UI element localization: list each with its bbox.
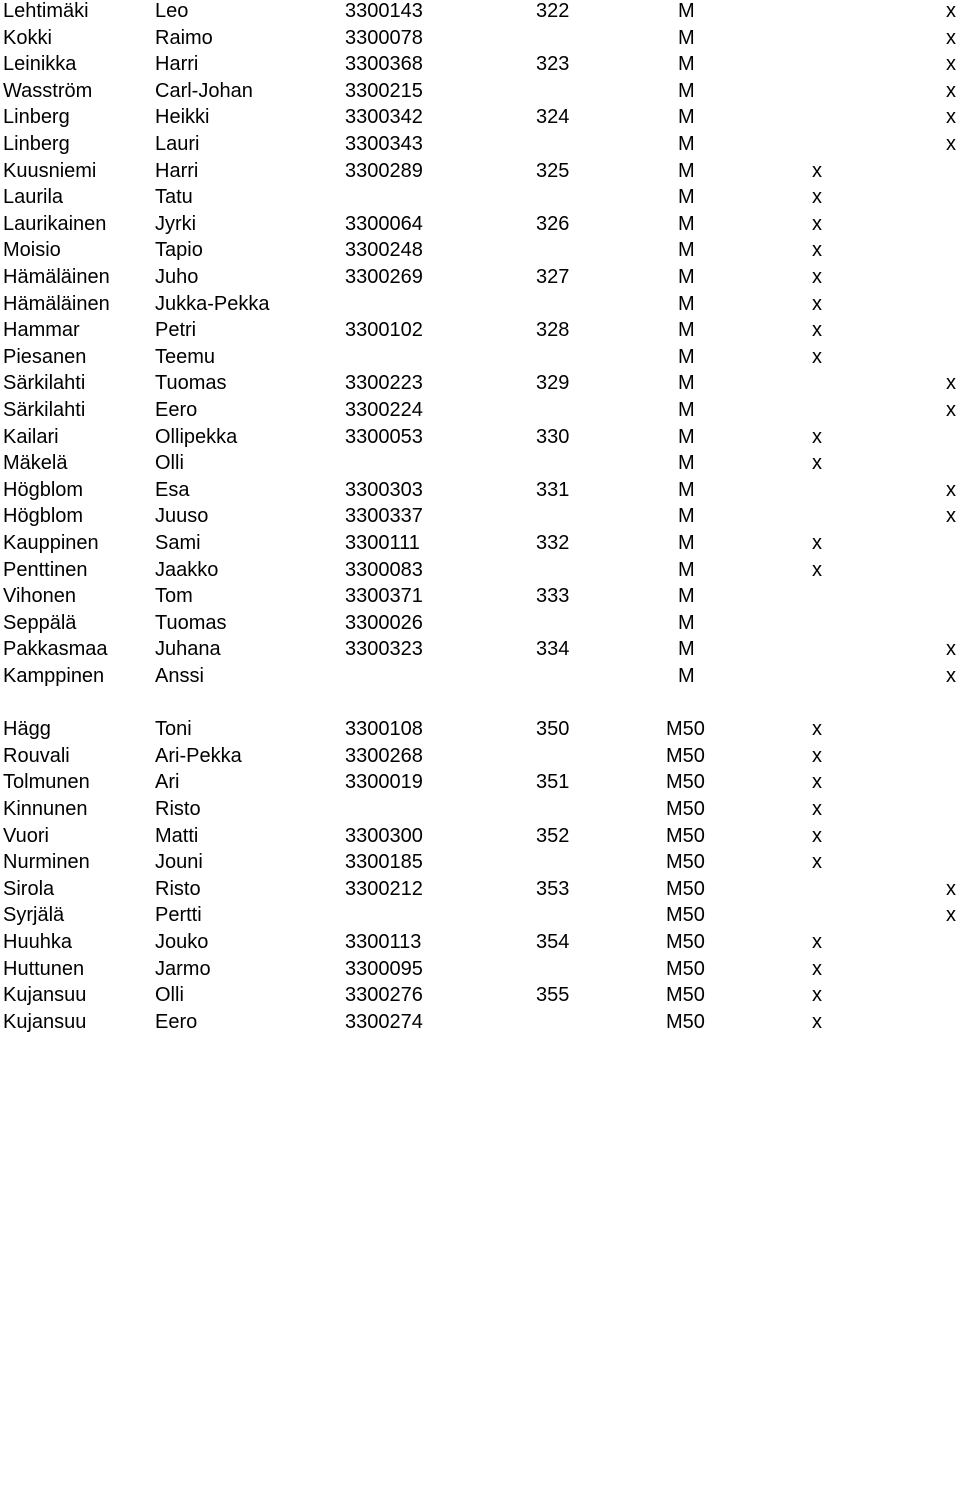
mark-x: x [946,0,956,22]
member-id: 3300185 [345,851,423,874]
member-id: 3300143 [345,0,423,22]
list-item [0,796,960,823]
mark-x: x [812,798,822,820]
first-name: Tom [155,585,193,608]
last-name: Nurminen [3,851,90,874]
first-name: Anssi [155,665,204,687]
class-label: M [678,159,695,182]
list-item [0,716,960,743]
first-name: Harri [155,53,199,76]
list-item [0,211,960,238]
first-name: Juhana [155,638,221,661]
list-item [0,158,960,185]
class-label: M [678,319,695,342]
last-name: Tolmunen [3,771,90,794]
class-label: M [678,186,695,209]
class-label: M [678,611,695,634]
member-id: 3300303 [345,478,423,501]
class-label: M [678,585,695,608]
first-name: Juuso [155,505,209,528]
list-item [0,610,960,637]
mark-x: x [812,744,822,767]
mark-x: x [812,239,822,262]
mark-x: x [812,931,822,953]
class-label: M50 [666,931,705,953]
class-label: M [678,266,695,288]
first-name: Lauri [155,133,200,155]
last-name: Kokki [3,26,52,49]
team-number: 325 [536,159,570,182]
team-number: 351 [536,771,570,794]
member-id: 3300078 [345,26,423,49]
team-number: 333 [536,585,570,608]
class-label: M [678,212,695,235]
last-name: Kauppinen [3,532,99,554]
class-label: M [678,345,695,368]
last-name: Seppälä [3,611,77,634]
class-label: M [678,53,695,76]
first-name: Harri [155,159,199,182]
mark-x: x [812,319,822,342]
mark-x: x [946,106,956,129]
list-item [0,929,960,956]
first-name: Petri [155,319,197,342]
last-name: Kamppinen [3,665,105,687]
last-name: Mäkelä [3,452,68,475]
last-name: Hämäläinen [3,292,110,315]
list-item [0,184,960,211]
list-item [0,982,960,1009]
class-label: M50 [666,744,705,767]
first-name: Risto [155,798,201,820]
class-label: M50 [666,957,705,980]
last-name: Hämäläinen [3,266,110,288]
list-item [0,1009,960,1036]
member-id: 3300248 [345,239,423,262]
last-name: Hammar [3,319,80,342]
last-name: Leinikka [3,53,77,76]
list-item [0,503,960,530]
team-number: 323 [536,53,570,76]
member-id: 3300268 [345,744,423,767]
class-label: M [678,532,695,554]
member-id: 3300276 [345,984,423,1007]
team-number: 350 [536,718,570,741]
mark-x: x [946,53,956,76]
class-label: M [678,399,695,421]
first-name: Jarmo [155,957,211,980]
class-label: M50 [666,877,705,900]
first-name: Risto [155,877,201,900]
mark-x: x [812,718,822,741]
team-number: 326 [536,212,570,235]
last-name: Sirola [3,877,55,900]
mark-x: x [812,771,822,794]
class-label: M [678,239,695,262]
mark-x: x [812,957,822,980]
first-name: Tuomas [155,372,227,395]
last-name: Huuhka [3,931,72,953]
last-name: Penttinen [3,558,88,581]
last-name: Högblom [3,478,84,501]
list-item [0,317,960,344]
last-name: Kailari [3,425,59,448]
list-item [0,370,960,397]
mark-x: x [812,558,822,581]
first-name: Olli [155,452,184,475]
list-item [0,743,960,770]
list-item [0,663,960,690]
last-name: Wasström [3,79,93,102]
last-name: Lehtimäki [3,0,89,22]
list-item [0,104,960,131]
last-name: Piesanen [3,345,87,368]
first-name: Matti [155,824,199,847]
member-id: 3300223 [345,372,423,395]
list-item [0,902,960,929]
member-id: 3300053 [345,425,423,448]
first-name: Ari-Pekka [155,744,242,767]
list-item [0,25,960,52]
first-name: Eero [155,399,198,421]
last-name: Kujansuu [3,984,87,1007]
member-id: 3300026 [345,611,423,634]
first-name: Tuomas [155,611,227,634]
member-id: 3300343 [345,133,423,155]
member-id: 3300371 [345,585,423,608]
list-item [0,291,960,318]
class-label: M [678,0,695,22]
first-name: Teemu [155,345,216,368]
class-label: M [678,478,695,501]
class-label: M50 [666,824,705,847]
first-name: Ollipekka [155,425,238,448]
team-number: 330 [536,425,570,448]
last-name: Laurikainen [3,212,107,235]
class-label: M50 [666,904,705,927]
mark-x: x [812,984,822,1007]
mark-x: x [812,1010,822,1033]
last-name: Kinnunen [3,798,88,820]
member-id: 3300224 [345,399,423,421]
list-item [0,397,960,424]
mark-x: x [946,399,956,421]
list-item [0,237,960,264]
class-label: M [678,425,695,448]
class-label: M [678,505,695,528]
mark-x: x [812,345,822,368]
team-number: 324 [536,106,570,129]
member-id: 3300108 [345,718,423,741]
class-label: M [678,106,695,129]
first-name: Ari [155,771,180,794]
first-name: Raimo [155,26,213,49]
class-label: M [678,79,695,102]
member-id: 3300111 [345,532,420,554]
team-number: 353 [536,877,570,900]
last-name: Pakkasmaa [3,638,108,661]
first-name: Toni [155,718,192,741]
first-name: Jyrki [155,212,197,235]
member-id: 3300102 [345,319,423,342]
list-item [0,769,960,796]
list-item [0,849,960,876]
first-name: Leo [155,0,189,22]
last-name: Vuori [3,824,49,847]
first-name: Jouko [155,931,209,953]
member-id: 3300289 [345,159,423,182]
class-label: M50 [666,771,705,794]
list-item [0,51,960,78]
team-number: 328 [536,319,570,342]
member-id: 3300113 [345,931,422,953]
first-name: Esa [155,478,190,501]
last-name: Laurila [3,186,64,209]
class-label: M [678,452,695,475]
mark-x: x [946,79,956,102]
last-name: Huttunen [3,957,85,980]
last-name: Hägg [3,718,51,741]
first-name: Juho [155,266,199,288]
team-number: 354 [536,931,570,953]
member-id: 3300212 [345,877,423,900]
list-item [0,477,960,504]
mark-x: x [946,638,956,661]
last-name: Särkilahti [3,399,86,421]
mark-x: x [812,532,822,554]
team-number: 334 [536,638,570,661]
mark-x: x [812,186,822,209]
mark-x: x [946,478,956,501]
team-number: 332 [536,532,570,554]
last-name: Moisio [3,239,61,262]
team-number: 355 [536,984,570,1007]
mark-x: x [946,505,956,528]
last-name: Vihonen [3,585,77,608]
first-name: Pertti [155,904,202,927]
team-number: 352 [536,824,570,847]
first-name: Eero [155,1010,198,1033]
first-name: Jaakko [155,558,219,581]
last-name: Linberg [3,106,70,129]
mark-x: x [946,372,956,395]
last-name: Kujansuu [3,1010,87,1033]
member-id: 3300368 [345,53,423,76]
first-name: Heikki [155,106,210,129]
member-id: 3300269 [345,266,423,288]
member-id: 3300337 [345,505,423,528]
team-number: 327 [536,266,570,288]
mark-x: x [812,266,822,288]
list-item [0,131,960,158]
class-label: M [678,133,695,155]
first-name: Tapio [155,239,203,262]
class-label: M50 [666,984,705,1007]
team-number: 322 [536,0,570,22]
mark-x: x [946,26,956,49]
mark-x: x [812,824,822,847]
member-id: 3300064 [345,212,423,235]
mark-x: x [812,425,822,448]
first-name: Sami [155,532,201,554]
class-label: M50 [666,1010,705,1033]
last-name: Kuusniemi [3,159,97,182]
mark-x: x [812,212,822,235]
last-name: Rouvali [3,744,70,767]
member-id: 3300083 [345,558,423,581]
mark-x: x [812,292,822,315]
mark-x: x [812,159,822,182]
member-id: 3300342 [345,106,423,129]
member-id: 3300215 [345,79,423,102]
list-item [0,0,960,25]
class-label: M [678,26,695,49]
team-number: 331 [536,478,570,501]
list-item [0,450,960,477]
list-item [0,557,960,584]
list-item [0,956,960,983]
member-id: 3300274 [345,1010,423,1033]
class-label: M [678,558,695,581]
first-name: Carl-Johan [155,79,253,102]
member-id: 3300019 [345,771,423,794]
last-name: Linberg [3,133,70,155]
class-label: M [678,638,695,661]
list-item [0,530,960,557]
last-name: Särkilahti [3,372,86,395]
mark-x: x [812,452,822,475]
mark-x: x [946,133,956,155]
member-id: 3300095 [345,957,423,980]
list-item [0,78,960,105]
first-name: Jouni [155,851,203,874]
class-label: M [678,372,695,395]
member-id: 3300300 [345,824,423,847]
mark-x: x [812,851,822,874]
member-id: 3300323 [345,638,423,661]
mark-x: x [946,665,956,687]
list-item [0,344,960,371]
list-item [0,583,960,610]
list-item [0,264,960,291]
first-name: Tatu [155,186,193,209]
last-name: Syrjälä [3,904,65,927]
class-label: M [678,292,695,315]
mark-x: x [946,904,956,927]
first-name: Jukka-Pekka [155,292,270,315]
first-name: Olli [155,984,184,1007]
mark-x: x [946,877,956,900]
class-label: M50 [666,851,705,874]
class-label: M [678,665,695,687]
list-item [0,424,960,451]
class-label: M50 [666,798,705,820]
list-item [0,636,960,663]
team-number: 329 [536,372,570,395]
list-item [0,823,960,850]
last-name: Högblom [3,505,84,528]
class-label: M50 [666,718,705,741]
list-item [0,876,960,903]
